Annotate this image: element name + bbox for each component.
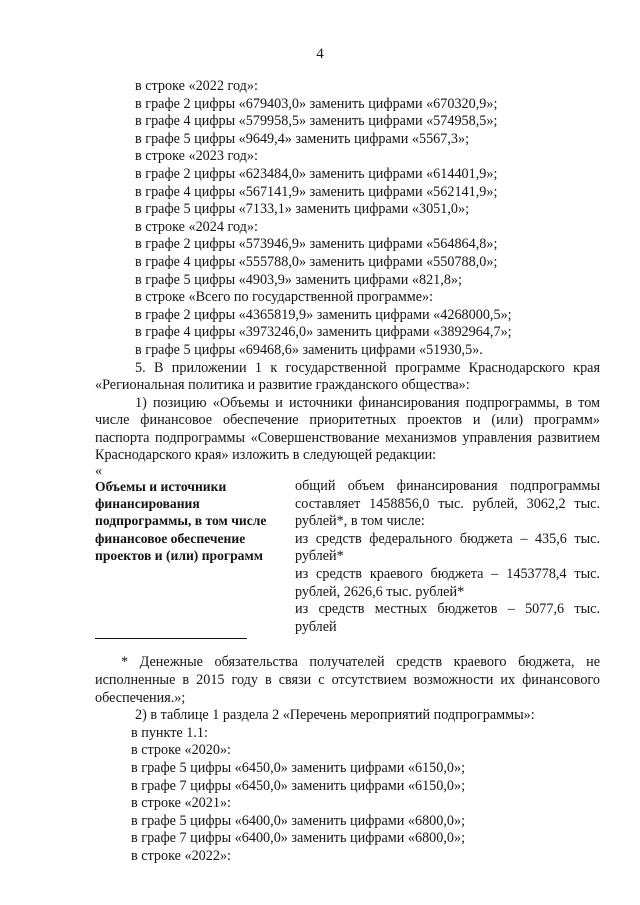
list-line: в строке «2021»: <box>131 795 231 812</box>
value-line: из средств местных бюджетов – 5077,6 тыс. рублей <box>295 601 600 635</box>
paragraph-5-2: 2) в таблице 1 раздела 2 «Перечень мероприятий подпрограммы»: <box>135 707 535 724</box>
list-line: в графе 4 цифры «579958,5» заменить цифрами «574958,5»; <box>135 113 498 130</box>
list-line: в графе 7 цифры «6400,0» заменить цифрами «6800,0»; <box>131 830 466 847</box>
paragraph-5: 5. В приложении 1 к государственной программе Краснодарского края «Региональная политика и развитие гражданского общества»: <box>95 359 600 394</box>
list-line: в строке «2024 год»: <box>135 218 258 235</box>
list-line: в строке «2020»: <box>131 742 231 759</box>
list-line: в графе 7 цифры «6450,0» заменить цифрами «6150,0»; <box>131 777 466 794</box>
value-line: из средств федерального бюджета – 435,6 тыс. рублей* <box>295 530 600 565</box>
list-line: в графе 4 цифры «3973246,0» заменить цифрами «3892964,7»; <box>135 324 512 341</box>
final-list <box>95 725 600 866</box>
footnote-separator <box>95 638 247 640</box>
value-line: общий объем финансирования подпрограммы составляет 1458856,0 тыс. рублей, 3062,2 тыс. рублей*, в том числе: <box>295 478 600 530</box>
list-line: в пункте 1.1: <box>131 724 208 741</box>
opening-quote: « <box>95 463 103 480</box>
list-line: в графе 2 цифры «623484,0» заменить цифрами «614401,9»; <box>135 165 498 182</box>
list-line: в строке «Всего по государственной программе»: <box>135 289 434 306</box>
list-line: в графе 5 цифры «6400,0» заменить цифрами «6800,0»; <box>131 812 466 829</box>
value-line: из средств краевого бюджета – 1453778,4 тыс. рублей, 2626,6 тыс. рублей* <box>295 566 600 600</box>
list-line: в графе 2 цифры «573946,9» заменить цифрами «564864,8»; <box>135 236 498 253</box>
list-line: в графе 2 цифры «679403,0» заменить цифрами «670320,9»; <box>135 95 498 112</box>
list-line: в графе 5 цифры «9649,4» заменить цифрами «5567,3»; <box>135 130 470 147</box>
list-line: в графе 5 цифры «69468,6» заменить цифрами «51930,5». <box>135 341 483 358</box>
list-line: в графе 4 цифры «567141,9» заменить цифрами «562141,9»; <box>135 183 498 200</box>
replacement-list <box>95 78 600 360</box>
list-line: в графе 4 цифры «555788,0» заменить цифрами «550788,0»; <box>135 253 498 270</box>
document-body <box>95 78 600 866</box>
table-label-cell: Объемы и источники финансирования подпрограммы, в том числе финансовое обеспечение проектов и (или) программ <box>95 479 267 563</box>
table-value-cell <box>295 478 600 636</box>
footnote: * Денежные обязательства получателей средств краевого бюджета, не исполненные в 2015 году в связи с отсутствием возможности их финансового обеспечения.»; <box>95 654 600 706</box>
list-line: в графе 5 цифры «4903,9» заменить цифрами «821,8»; <box>135 271 462 288</box>
list-line: в графе 2 цифры «4365819,9» заменить цифрами «4268000,5»; <box>135 306 512 323</box>
passport-table <box>95 478 600 636</box>
list-line: в строке «2022»: <box>131 847 231 864</box>
list-line: в строке «2023 год»: <box>135 148 258 165</box>
list-line: в графе 5 цифры «6450,0» заменить цифрами «6150,0»; <box>131 759 466 776</box>
list-line: в графе 5 цифры «7133,1» заменить цифрами «3051,0»; <box>135 201 470 218</box>
list-line: в строке «2022 год»: <box>135 78 258 94</box>
page-number: 4 <box>316 46 324 62</box>
paragraph-5-1: 1) позицию «Объемы и источники финансирования подпрограммы, в том числе финансовое обеспечение приоритетных проектов и (или) программ» паспорта подпрограммы «Совершенствование механизмов управления развитием Краснодарского края» изложить в следующей редакции: <box>95 394 600 464</box>
table-row <box>95 478 600 636</box>
